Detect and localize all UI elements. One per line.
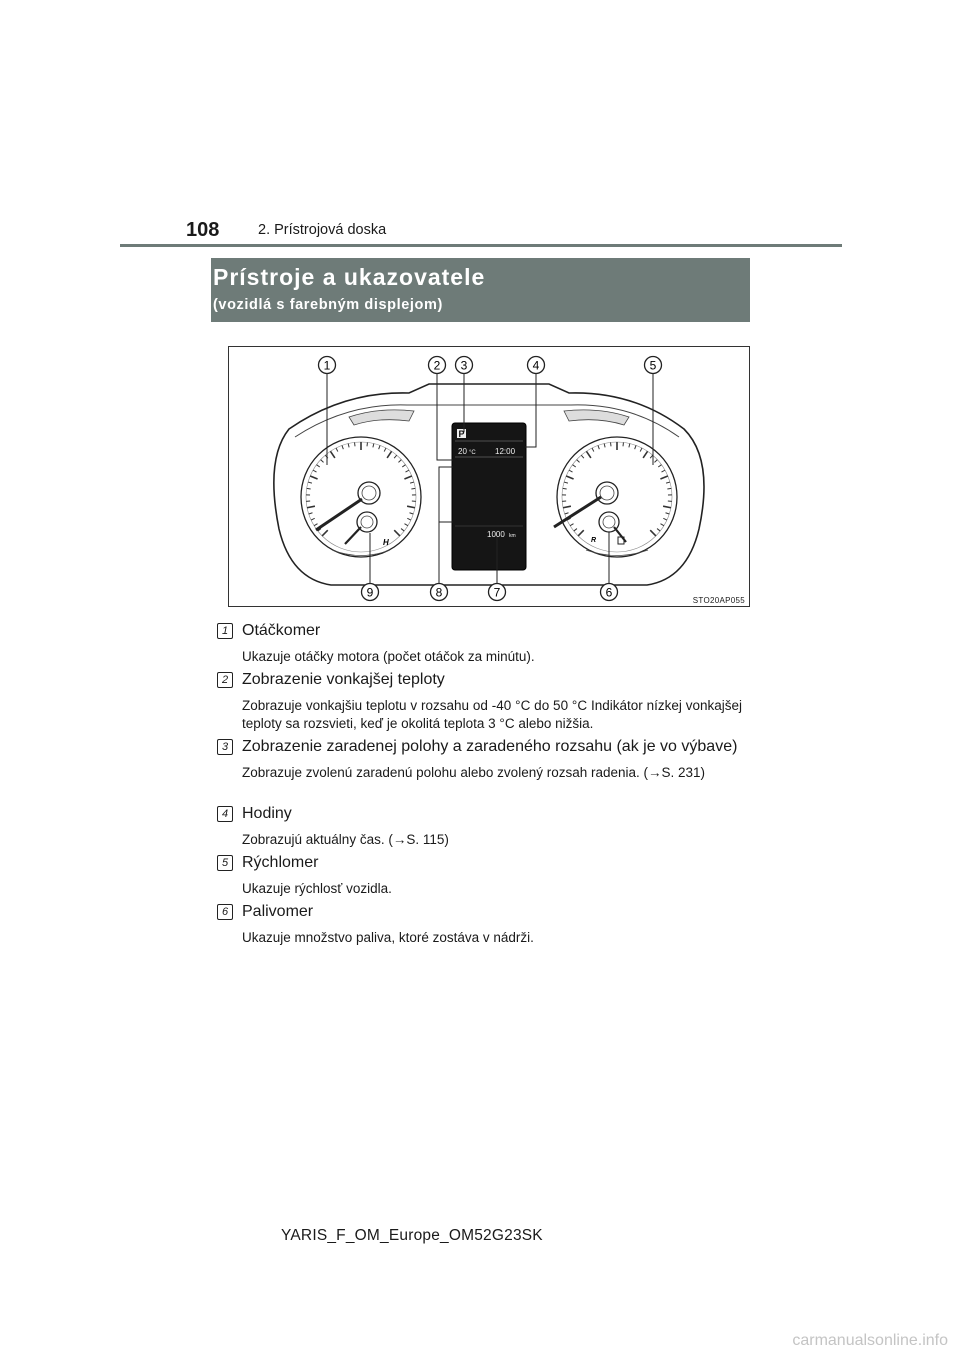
callout-number: 4	[532, 358, 540, 373]
item-title: Zobrazenie vonkajšej teploty	[242, 671, 445, 688]
section-title: Prístroje a ukazovatele	[213, 264, 486, 290]
item-number-badge: 1	[217, 623, 233, 639]
item-description: Zobrazuje vonkajšiu teplotu v rozsahu od -40 °C do 50 °C Indikátor nízkej vonkajšej teploty sa rozsvieti, keď je okolitá teplota 3 °C alebo nižšia.	[242, 698, 742, 731]
item-number-badge: 4	[217, 806, 233, 822]
item-description: Zobrazuje zvolenú zaradenú polohu alebo zvolený rozsah radenia. (→S. 231)	[242, 765, 706, 780]
figure-code: STO20AP055	[692, 596, 745, 605]
chapter-title: 2. Prístrojová doska	[258, 222, 387, 238]
callout-number: 5	[649, 358, 657, 373]
display-clock: 12:00	[495, 447, 516, 456]
item-description: Ukazuje otáčky motora (počet otáčok za minútu).	[242, 649, 535, 664]
header-rule	[120, 244, 842, 247]
display-odometer-unit: km	[509, 533, 516, 539]
right-gauge-r-mark: R	[591, 537, 597, 544]
gauge-tick	[307, 488, 311, 489]
item-title: Zobrazenie zaradenej polohy a zaradeného rozsahu (ak je vo výbave)	[242, 738, 738, 755]
callout-number: 1	[323, 358, 331, 373]
item-number-badge: 2	[217, 672, 233, 688]
item-title: Otáčkomer	[242, 622, 321, 639]
callout-number: 7	[493, 585, 501, 600]
display-odometer: 1000	[487, 530, 505, 539]
watermark: carmanualsonline.info	[792, 1332, 948, 1349]
instrument-cluster-illustration	[229, 347, 749, 606]
item-description: Ukazuje množstvo paliva, ktoré zostáva v nádrži.	[242, 930, 534, 945]
item-number-badge: 5	[217, 855, 233, 871]
section-subtitle: (vozidlá s farebným displejom)	[213, 297, 443, 313]
instrument-cluster-figure	[228, 346, 750, 607]
callout-number: 3	[460, 358, 468, 373]
gauge-tick	[667, 488, 671, 489]
page-number: 108	[186, 219, 220, 241]
item-title: Hodiny	[242, 805, 292, 822]
item-title: Rýchlomer	[242, 854, 319, 871]
gauge-tick	[411, 488, 415, 489]
callout-number: 6	[605, 585, 613, 600]
item-number-badge: 6	[217, 904, 233, 920]
item-number-badge: 3	[217, 739, 233, 755]
callout-number: 9	[366, 585, 374, 600]
callout-number: 8	[435, 585, 443, 600]
display-gear-position: P	[458, 429, 465, 439]
display-temperature-unit: °C	[469, 450, 476, 456]
gauge-tick	[563, 488, 567, 489]
callout-number: 2	[433, 358, 441, 373]
item-description: Zobrazujú aktuálny čas. (→S. 115)	[242, 832, 449, 847]
item-description: Ukazuje rýchlosť vozidla.	[242, 881, 392, 896]
display-temperature: 20	[458, 447, 467, 456]
document-footer: YARIS_F_OM_Europe_OM52G23SK	[281, 1227, 543, 1244]
item-title: Palivomer	[242, 903, 314, 920]
left-gauge-h-mark: H	[383, 538, 389, 547]
